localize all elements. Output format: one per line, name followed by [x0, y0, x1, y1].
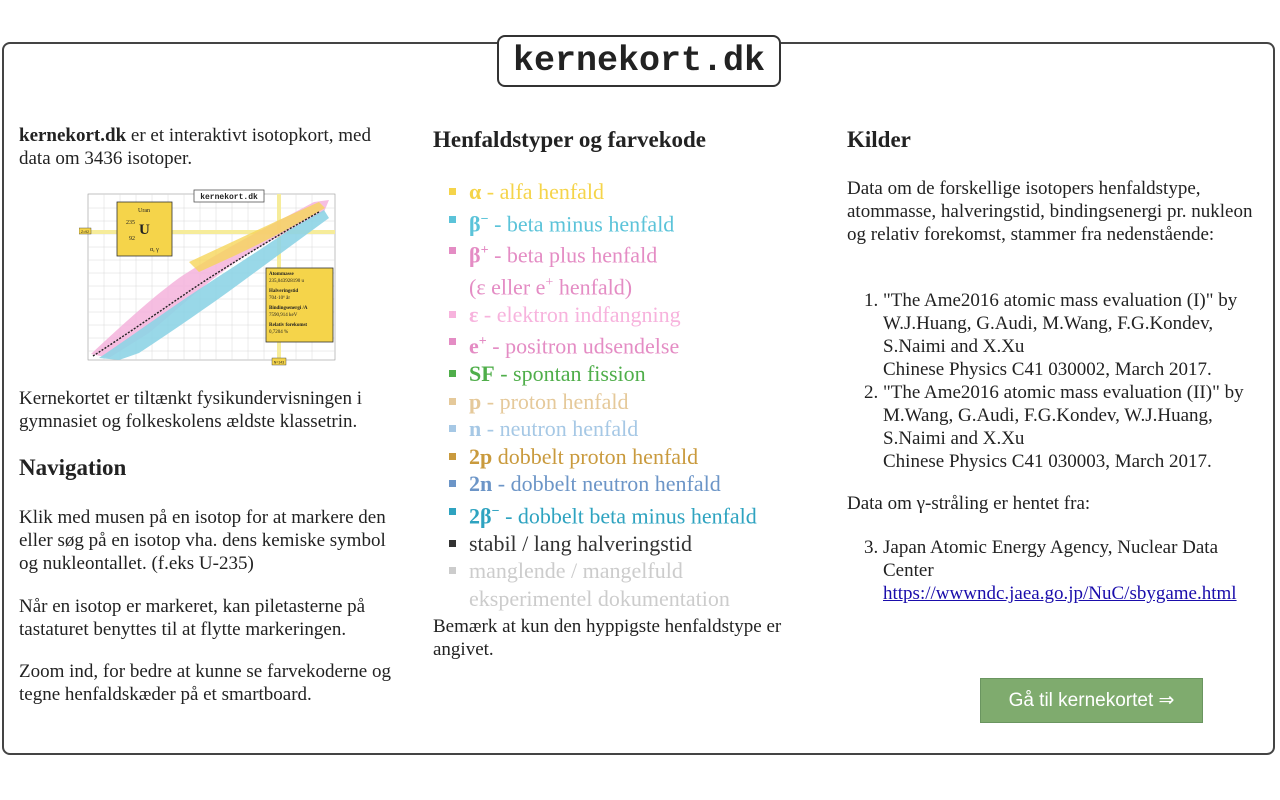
- decay-text: stabil / lang halveringstid: [469, 530, 693, 556]
- svg-text:235,043928190 u: 235,043928190 u: [269, 279, 304, 284]
- decay-item: [433, 237, 823, 301]
- source-item-2: 2. "The Ame2016 atomic mass evaluation (II)" by M.Wang, G.Audi, F.G.Kondev, W.J.Huang, S.Naimi and X.Xu Chinese Physics C41 030003, March 2017.: [883, 381, 1257, 473]
- decay-item: [433, 557, 823, 612]
- gamma-intro: Data om γ-stråling er hentet fra:: [847, 493, 1091, 514]
- svg-text:704·10⁶ år: 704·10⁶ år: [269, 296, 291, 301]
- intro-text: [19, 124, 394, 170]
- decay-symbol: n: [469, 416, 482, 442]
- decay-note: Bemærk at kun den hyppigste henfaldstype er angivet.: [433, 616, 782, 660]
- color-swatch: [449, 540, 456, 547]
- decay-symbol: p: [469, 388, 482, 414]
- decay-item: [433, 178, 823, 206]
- decay-text: - elektron indfangning: [478, 301, 681, 327]
- sources-intro: Data om de forskellige isotopers henfaldstype, atommasse, halveringstid, bindingsenergi pr. nukleon og relativ forekomst, stammer fra nedenstående:: [847, 178, 1253, 245]
- decay-heading: Henfaldstyper og farvekode: [433, 127, 707, 152]
- color-swatch: [449, 247, 456, 254]
- svg-text:Relativ forekomst: Relativ forekomst: [269, 323, 308, 328]
- decay-extra-end: henfald): [553, 274, 633, 300]
- decay-legend: [433, 178, 823, 612]
- decay-item: [433, 530, 823, 558]
- decay-symbol: SF: [469, 361, 495, 387]
- navigation-paragraph-1: Klik med musen på en isotop for at markere den eller søg på en isotop vha. dens kemiske symbol og nukleontallet. (f.eks U-235): [19, 507, 386, 574]
- sources-heading: Kilder: [847, 127, 911, 152]
- decay-text: - beta plus henfald: [488, 242, 658, 268]
- color-swatch: [449, 398, 456, 405]
- intro-rest: er et interaktivt isotopkort, med data om 3436 isotoper.: [19, 125, 371, 169]
- decay-symbol: α: [469, 179, 482, 204]
- decay-item: [433, 498, 823, 530]
- color-swatch: [449, 216, 456, 223]
- color-swatch: [449, 338, 456, 345]
- decay-extra: eksperimentel dokumentation: [469, 585, 730, 611]
- color-swatch: [449, 425, 456, 432]
- decay-extra: (ε eller e: [469, 274, 546, 300]
- thumbnail-element-name: Uran: [138, 208, 150, 214]
- svg-text:7590,914 keV: 7590,914 keV: [269, 313, 298, 318]
- decay-symbol: e: [469, 333, 479, 359]
- svg-text:Atommasse: Atommasse: [269, 272, 294, 277]
- color-swatch: [449, 480, 456, 487]
- svg-text:Z=92: Z=92: [80, 230, 90, 234]
- thumbnail-symbol: U: [139, 222, 150, 238]
- source-item-1: 1. "The Ame2016 atomic mass evaluation (I)" by W.J.Huang, G.Audi, M.Wang, F.G.Kondev, S.Naimi and X.Xu Chinese Physics C41 030002, March 2017.: [883, 289, 1257, 381]
- decay-text: - dobbelt neutron henfald: [492, 471, 721, 497]
- isotope-chart-thumbnail: [79, 188, 337, 366]
- decay-symbol-sup: −: [480, 211, 489, 227]
- decay-symbol: 2p: [469, 443, 493, 469]
- navigation-paragraph-2: Når en isotop er markeret, kan piletasterne på tastaturet benyttes til at flytte markeringen.: [19, 596, 366, 640]
- decay-item: [433, 415, 823, 443]
- svg-text:Halveringstid: Halveringstid: [269, 289, 299, 294]
- gamma-sources-list: [847, 536, 1257, 605]
- decay-text: - beta minus henfald: [488, 210, 675, 236]
- decay-text: dobbelt proton henfald: [492, 443, 699, 469]
- site-title: kernekort.dk: [497, 35, 781, 87]
- thumbnail-atomic-number: 92: [129, 236, 135, 242]
- svg-text:Bindingsenergi /A: Bindingsenergi /A: [269, 306, 308, 311]
- intro-brand: kernekort.dk: [19, 125, 127, 146]
- decay-symbol: 2β: [469, 503, 492, 529]
- decay-symbol: β: [469, 242, 481, 268]
- decay-text: - spontan fission: [494, 361, 646, 387]
- thumbnail-title: kernekort.dk: [200, 193, 258, 202]
- decay-symbol-sup: −: [491, 503, 500, 519]
- decay-extra-sup: +: [545, 275, 554, 291]
- aim-text: Kernekortet er tiltænkt fysikundervisningen i gymnasiet og folkeskolens ældste klassetrin.: [19, 388, 362, 432]
- decay-symbol: β: [469, 210, 481, 236]
- sources-list: [847, 289, 1257, 473]
- decay-item: [433, 388, 823, 416]
- decay-symbol: ε: [469, 301, 479, 327]
- thumbnail-mass-number: 235: [126, 220, 135, 226]
- decay-item: [433, 443, 823, 471]
- decay-text: - proton henfald: [481, 388, 629, 414]
- color-swatch: [449, 311, 456, 318]
- decay-symbol: 2n: [469, 471, 493, 497]
- navigation-heading: Navigation: [19, 455, 127, 480]
- navigation-paragraph-3: Zoom ind, for bedre at kunne se farvekoderne og tegne henfaldskæder på et smartboard.: [19, 661, 391, 705]
- color-swatch: [449, 567, 456, 574]
- decay-symbol-sup: +: [478, 334, 487, 350]
- decay-text: - positron udsendelse: [486, 333, 680, 359]
- color-swatch: [449, 508, 456, 515]
- decay-item: [433, 328, 823, 360]
- color-swatch: [449, 370, 456, 377]
- decay-item: [433, 206, 823, 238]
- svg-text:N=143: N=143: [273, 360, 285, 365]
- decay-text: manglende / mangelfuld: [469, 558, 683, 584]
- decay-item: [433, 470, 823, 498]
- decay-item: [433, 360, 823, 388]
- jaea-link[interactable]: https://wwwndc.jaea.go.jp/NuC/sbygame.html: [883, 583, 1237, 604]
- color-swatch: [449, 453, 456, 460]
- color-swatch: [449, 188, 456, 195]
- thumbnail-decay: α, γ: [150, 247, 159, 253]
- decay-text: - neutron henfald: [481, 416, 639, 442]
- decay-text: - dobbelt beta minus henfald: [499, 503, 757, 529]
- decay-symbol-sup: +: [480, 243, 489, 259]
- go-to-chart-button[interactable]: Gå til kernekortet ⇒: [980, 678, 1203, 723]
- decay-text: - alfa henfald: [481, 179, 605, 204]
- svg-text:0,7204 %: 0,7204 %: [269, 330, 289, 335]
- decay-item: [433, 301, 823, 329]
- source-item-3: 3. Japan Atomic Energy Agency, Nuclear Data Center https://wwwndc.jaea.go.jp/NuC/sbygame.html: [883, 536, 1257, 605]
